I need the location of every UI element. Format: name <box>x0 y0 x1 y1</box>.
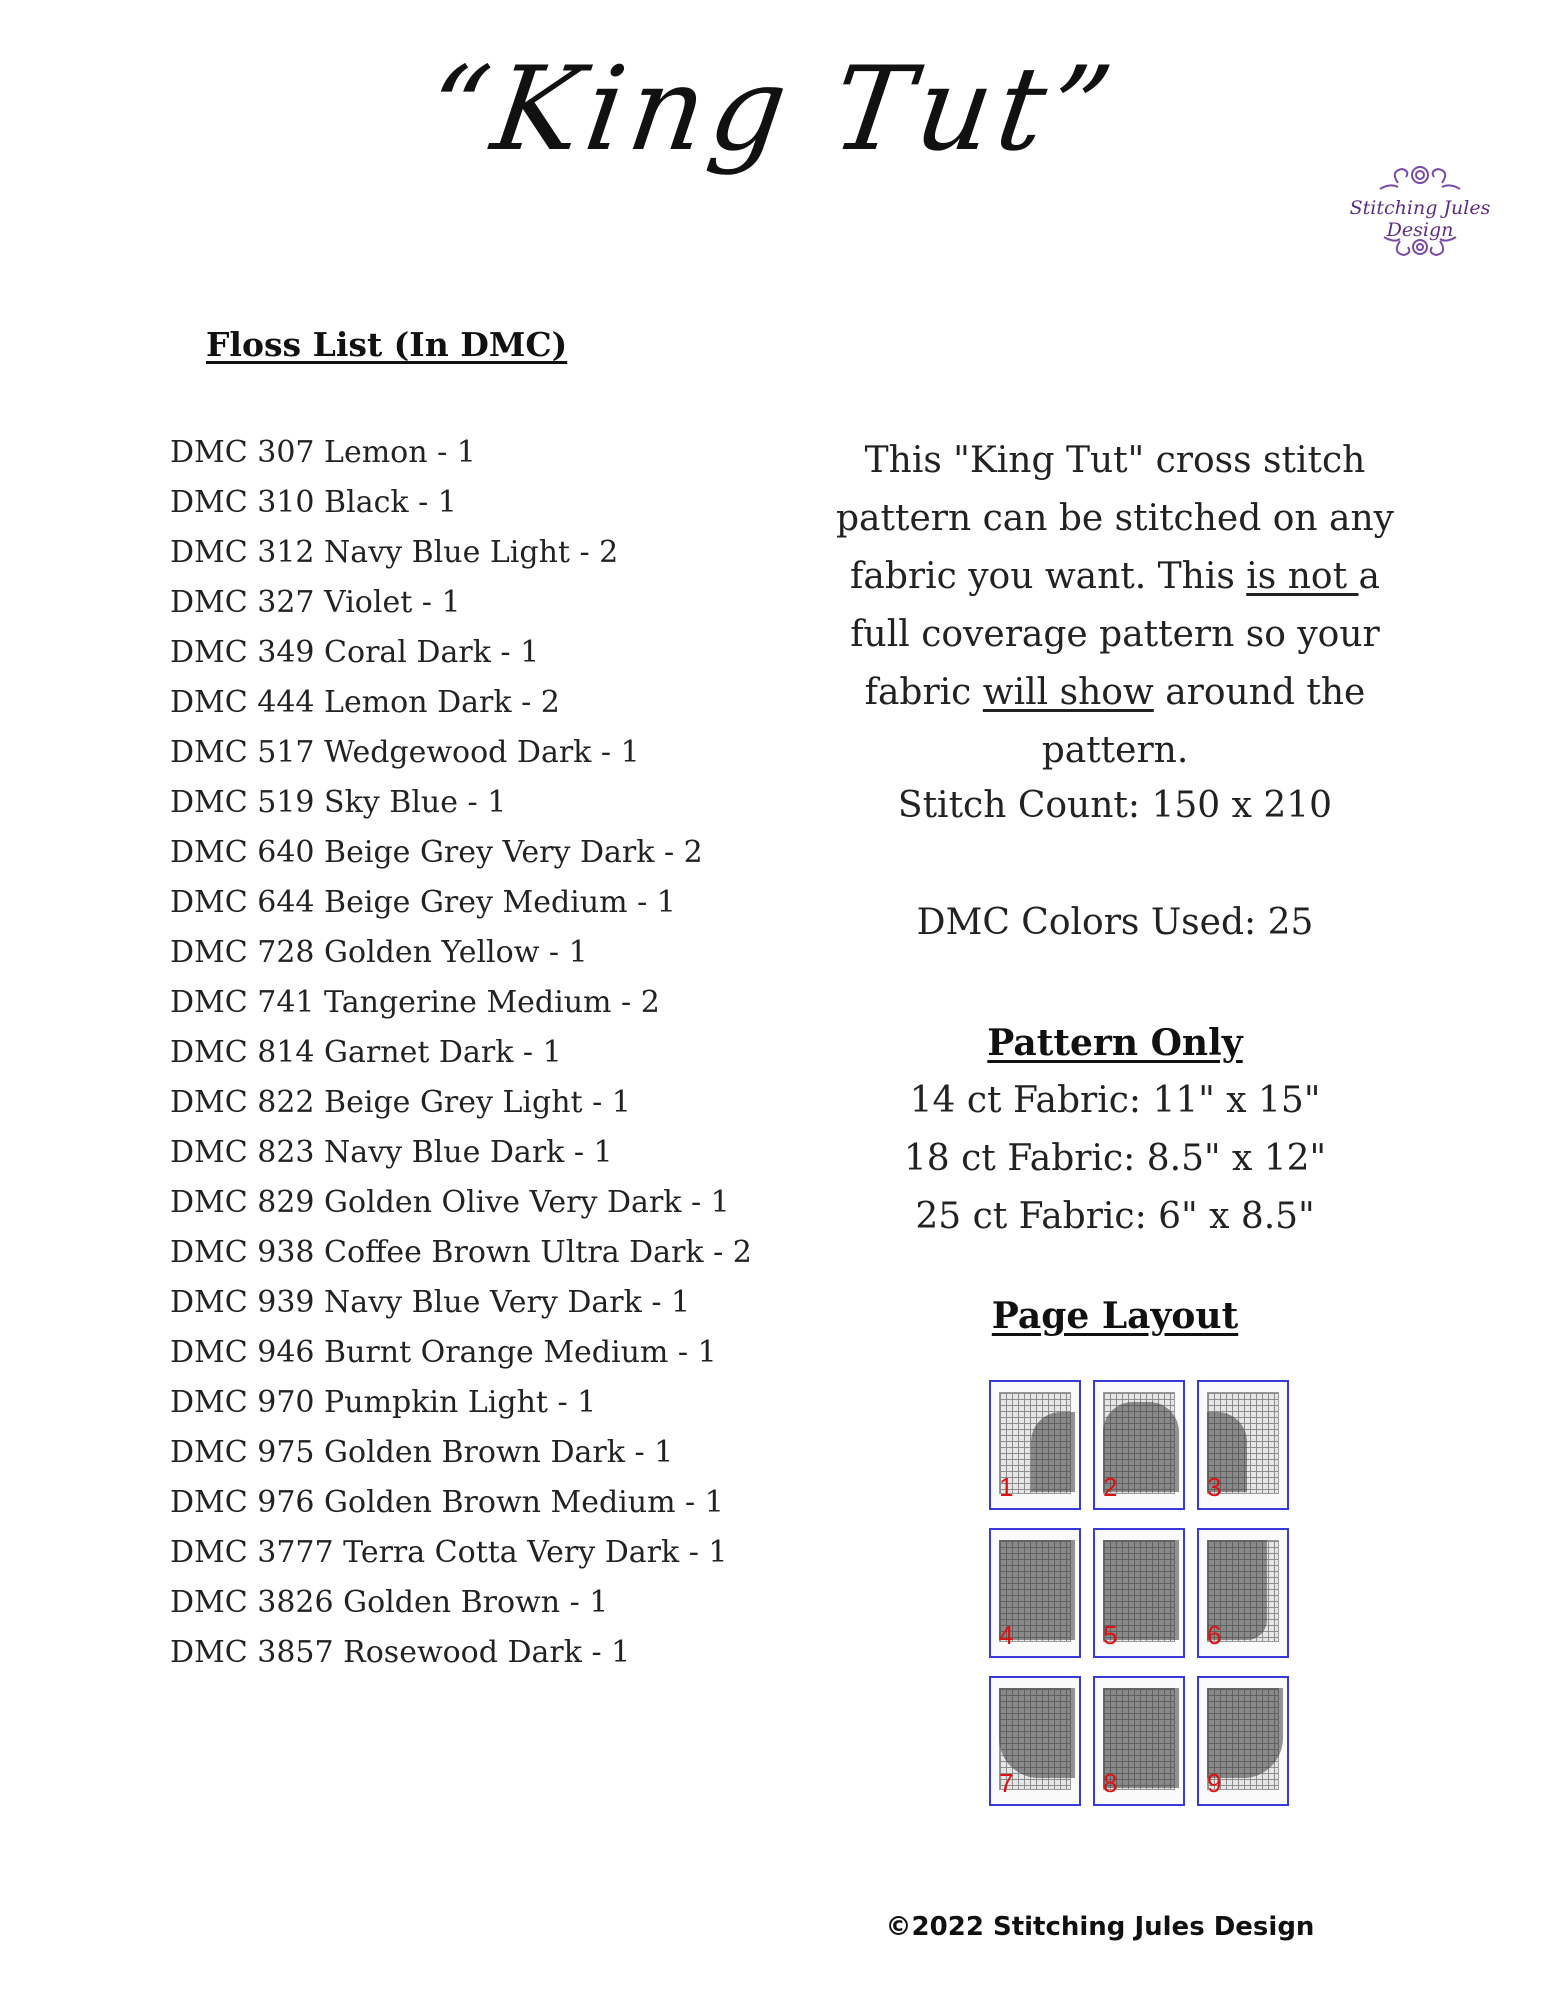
page-layout-grid <box>989 1380 1291 1806</box>
floss-item: DMC 814 Garnet Dark - 1 <box>170 1035 562 1070</box>
floss-item: DMC 728 Golden Yellow - 1 <box>170 935 588 970</box>
pattern-title: “King Tut” <box>419 42 1126 177</box>
floss-item: DMC 823 Navy Blue Dark - 1 <box>170 1135 613 1170</box>
page-number: 6 <box>1207 1620 1222 1650</box>
floss-item: DMC 970 Pumpkin Light - 1 <box>170 1385 597 1420</box>
page-number: 7 <box>999 1768 1014 1798</box>
stitch-count: Stitch Count: 150 x 210 <box>897 785 1333 826</box>
floss-item: DMC 517 Wedgewood Dark - 1 <box>170 735 640 770</box>
floss-item: DMC 349 Coral Dark - 1 <box>170 635 540 670</box>
page-number: 8 <box>1103 1768 1118 1798</box>
pattern-only-heading: Pattern Only <box>987 1022 1243 1064</box>
floss-item: DMC 644 Beige Grey Medium - 1 <box>170 885 676 920</box>
floss-item: DMC 3857 Rosewood Dark - 1 <box>170 1635 631 1670</box>
floss-list <box>170 428 752 1678</box>
floss-item: DMC 975 Golden Brown Dark - 1 <box>170 1435 674 1470</box>
page-number: 2 <box>1103 1472 1118 1502</box>
page-number: 4 <box>999 1620 1014 1650</box>
page-thumbnail <box>989 1528 1081 1658</box>
page-thumbnail <box>1093 1676 1185 1806</box>
fabric-size-list <box>815 1072 1415 1246</box>
page-thumbnail <box>989 1380 1081 1510</box>
page-thumbnail <box>1197 1380 1289 1510</box>
floss-item: DMC 640 Beige Grey Very Dark - 2 <box>170 835 703 870</box>
page-layout-heading: Page Layout <box>991 1295 1239 1337</box>
floss-item: DMC 312 Navy Blue Light - 2 <box>170 535 619 570</box>
fabric-size: 14 ct Fabric: 11" x 15" <box>909 1080 1321 1121</box>
floss-item: DMC 939 Navy Blue Very Dark - 1 <box>170 1285 691 1320</box>
floss-item: DMC 519 Sky Blue - 1 <box>170 785 507 820</box>
floss-item: DMC 829 Golden Olive Very Dark - 1 <box>170 1185 730 1220</box>
pattern-description: This "King Tut" cross stitch pattern can be stitched on any fabric you want. This is not a full coverage pattern so your fabric will show around the pattern. <box>836 440 1394 771</box>
floss-item: DMC 741 Tangerine Medium - 2 <box>170 985 660 1020</box>
brand-logo <box>1320 155 1520 275</box>
page-thumbnail <box>1093 1528 1185 1658</box>
floss-item: DMC 938 Coffee Brown Ultra Dark - 2 <box>170 1235 752 1270</box>
page-number: 9 <box>1207 1768 1222 1798</box>
floss-item: DMC 946 Burnt Orange Medium - 1 <box>170 1335 717 1370</box>
copyright-notice: ©2022 Stitching Jules Design <box>885 1912 1315 1942</box>
floss-item: DMC 444 Lemon Dark - 2 <box>170 685 560 720</box>
floss-item: DMC 976 Golden Brown Medium - 1 <box>170 1485 724 1520</box>
floss-list-heading: Floss List (In DMC) <box>206 325 568 364</box>
floss-item: DMC 822 Beige Grey Light - 1 <box>170 1085 631 1120</box>
page-thumbnail <box>1093 1380 1185 1510</box>
page-thumbnail <box>989 1676 1081 1806</box>
page-number: 1 <box>999 1472 1014 1502</box>
page-thumbnail <box>1197 1528 1289 1658</box>
floss-item: DMC 3826 Golden Brown - 1 <box>170 1585 609 1620</box>
floss-item: DMC 327 Violet - 1 <box>170 585 461 620</box>
page-number: 3 <box>1207 1472 1222 1502</box>
colors-used: DMC Colors Used: 25 <box>916 902 1314 943</box>
fabric-size: 18 ct Fabric: 8.5" x 12" <box>903 1138 1327 1179</box>
floss-item: DMC 3777 Terra Cotta Very Dark - 1 <box>170 1535 728 1570</box>
page-number: 5 <box>1103 1620 1118 1650</box>
floss-item: DMC 310 Black - 1 <box>170 485 457 520</box>
fabric-size: 25 ct Fabric: 6" x 8.5" <box>915 1196 1315 1237</box>
page-thumbnail <box>1197 1676 1289 1806</box>
floss-item: DMC 307 Lemon - 1 <box>170 435 476 470</box>
logo-text: Stitching Jules Design <box>1349 197 1491 241</box>
